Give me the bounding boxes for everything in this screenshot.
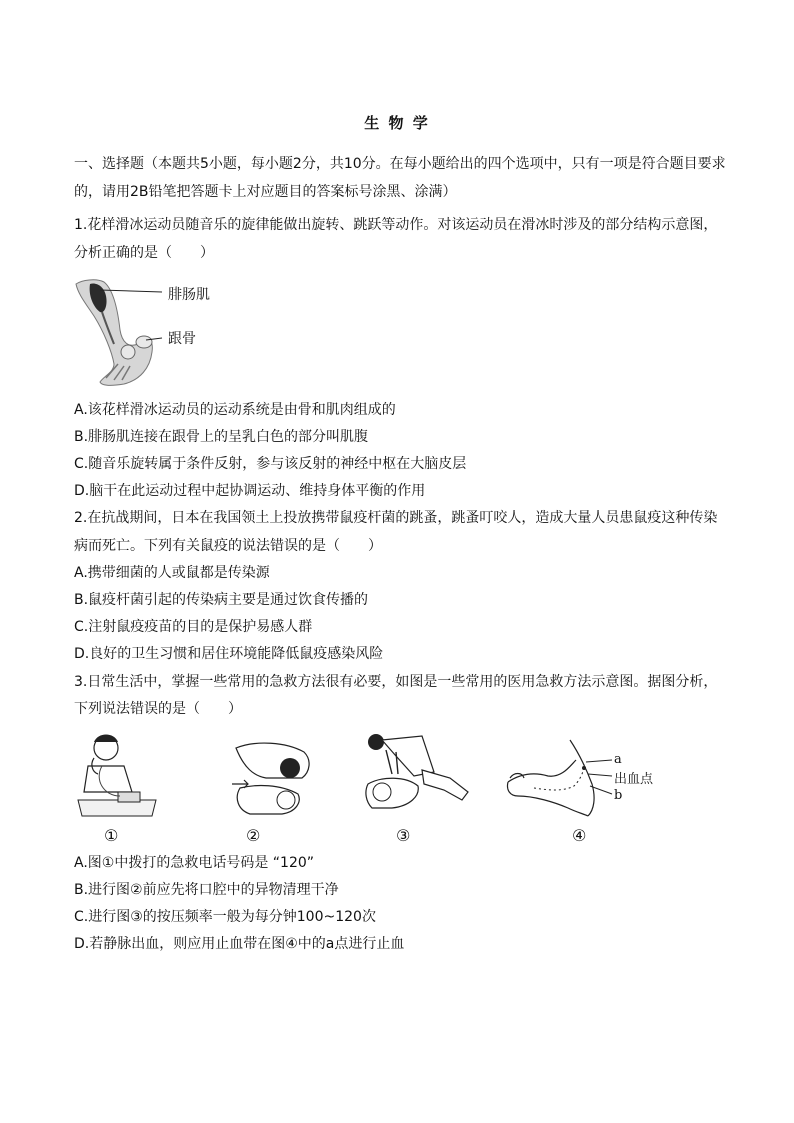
q2-option-c: C.注射鼠疫疫苗的目的是保护易感人群 — [74, 619, 313, 635]
a-pointer-line — [586, 760, 612, 762]
q2-option-a: A.携带细菌的人或鼠都是传染源 — [74, 565, 270, 581]
air-arrow-shape — [232, 780, 248, 788]
shirt-shape — [84, 766, 132, 792]
figure-number-1: ① — [104, 826, 119, 845]
point-a-label: a — [614, 752, 622, 767]
q3-option-d: D.若静脉出血，则应用止血带在图④中的a点进行止血 — [74, 936, 405, 952]
hair-shape — [94, 735, 118, 743]
phone-call-figure — [74, 730, 160, 824]
rescue-breathing-figure — [226, 738, 316, 820]
bleeding-arm-figure — [504, 738, 674, 820]
bleeding-point-label: 出血点 — [614, 772, 654, 787]
figure-number-3: ③ — [396, 826, 411, 845]
desk-shape — [78, 800, 156, 816]
upper-arm-outline — [570, 740, 594, 816]
rescuer-head-shape — [368, 734, 384, 750]
patient-head-shape — [373, 783, 391, 801]
blood-vessel-shape — [534, 764, 584, 790]
rescuer-legs-shape — [422, 770, 468, 800]
heel-bone-label: 跟骨 — [168, 331, 196, 347]
forearm-bottom-outline — [507, 782, 588, 816]
section-header-line-2: 的，请用2B铅笔把答题卡上对应题目的答案标号涂黑、涂满） — [74, 184, 457, 200]
ankle-joint-shape — [121, 345, 135, 359]
figure-number-4: ④ — [572, 826, 587, 845]
q3-stem-line-2: 下列说法错误的是（ ） — [74, 701, 242, 717]
rescuer-torso-shape — [382, 736, 434, 776]
figure-number-2: ② — [246, 826, 261, 845]
patient-head-shape — [277, 791, 295, 809]
q1-stem-line-1: 1.花样滑冰运动员随音乐的旋律能做出旋转、跳跃等动作。对该运动员在滑冰时涉及的部分结构示意图， — [74, 217, 718, 233]
q3-option-c: C.进行图③的按压频率一般为每分钟100~120次 — [74, 909, 376, 925]
q3-stem-line-1: 3.日常生活中，掌握一些常用的急救方法很有必要，如图是一些常用的医用急救方法示意图。据图分析， — [74, 674, 718, 690]
leg-anatomy-figure — [70, 272, 230, 392]
calf-muscle-label: 腓肠肌 — [168, 287, 210, 303]
q1-option-d: D.脑干在此运动过程中起协调运动、维持身体平衡的作用 — [74, 483, 426, 499]
q2-option-d: D.良好的卫生习惯和居住环境能降低鼠疫感染风险 — [74, 646, 384, 662]
q3-option-b: B.进行图②前应先将口腔中的异物清理干净 — [74, 882, 339, 898]
q2-option-b: B.鼠疫杆菌引起的传染病主要是通过饮食传播的 — [74, 592, 369, 608]
bleed-pointer-line — [588, 774, 612, 776]
bleeding-point-shape — [582, 766, 586, 770]
q1-option-b: B.腓肠肌连接在跟骨上的呈乳白色的部分叫肌腹 — [74, 429, 369, 445]
page-title: 生 物 学 — [364, 114, 430, 132]
q2-stem-line-1: 2.在抗战期间，日本在我国领土上投放携带鼠疫杆菌的跳蚤，跳蚤叮咬人，造成大量人员患鼠疫这种传染 — [74, 510, 718, 526]
q1-option-a: A.该花样滑冰运动员的运动系统是由骨和肌肉组成的 — [74, 402, 396, 418]
forearm-top-outline — [508, 760, 576, 782]
heel-bone-shape — [136, 336, 152, 348]
q1-stem-line-2: 分析正确的是（ ） — [74, 245, 214, 261]
q1-option-c: C.随音乐旋转属于条件反射，参与该反射的神经中枢在大脑皮层 — [74, 456, 467, 472]
q2-stem-line-2: 病而死亡。下列有关鼠疫的说法错误的是（ ） — [74, 538, 382, 554]
rescuer-arms-shape — [386, 750, 398, 774]
chest-compression-figure — [362, 730, 478, 812]
point-b-label: b — [614, 788, 623, 803]
rescuer-head-shape — [280, 758, 300, 778]
section-header-line-1: 一、选择题（本题共5小题，每小题2分，共10分。在每小题给出的四个选项中，只有一项是符合题目要求 — [74, 156, 726, 172]
q3-option-a: A.图①中拨打的急救电话号码是 “120” — [74, 855, 315, 871]
telephone-shape — [118, 792, 140, 802]
